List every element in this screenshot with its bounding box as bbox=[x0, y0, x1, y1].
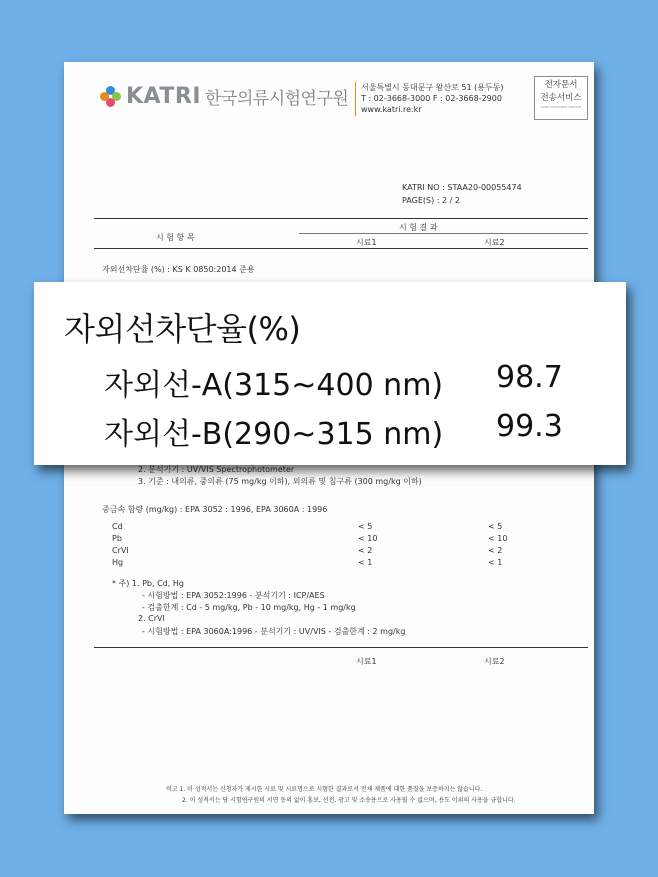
table-header-rule bbox=[94, 248, 588, 249]
uv-section-title: 자외선차단율 (%) : KS K 0850:2014 준용 bbox=[102, 265, 255, 274]
page-count: PAGE(S) : 2 / 2 bbox=[402, 196, 460, 205]
uva-label: 자외선-A(315~400 nm) bbox=[104, 368, 444, 403]
metal-s1: < 5 bbox=[358, 522, 373, 531]
phone-fax: T : 02-3668-3000 F : 02-3668-2900 bbox=[361, 94, 502, 103]
stamp-line3: KATRI DOCUMENT SERVICE bbox=[540, 105, 582, 109]
uvb-value: 99.3 bbox=[496, 409, 563, 444]
website: www.katri.re.kr bbox=[361, 105, 422, 114]
metal-s2: < 10 bbox=[488, 534, 508, 543]
bottom-table-rule bbox=[94, 647, 588, 648]
metal-s2: < 2 bbox=[488, 546, 503, 555]
stamp-line2: 전송서비스 bbox=[540, 93, 582, 103]
heavy-metal-title: 중금속 함량 (mg/kg) : EPA 3052 : 1996, EPA 3060A : 1996 bbox=[102, 505, 328, 514]
sample2-header: 시료2 bbox=[484, 238, 505, 247]
address: 서울특별시 동대문구 왕산로 51 (용두동) bbox=[361, 83, 504, 92]
sample1-header: 시료1 bbox=[356, 238, 377, 247]
katri-wordmark: KATRI bbox=[126, 84, 201, 109]
uvb-label: 자외선-B(290~315 nm) bbox=[104, 417, 444, 452]
footnote-4: 2. CrVI bbox=[138, 614, 165, 623]
note-line-2: 2. 분석기기 : UV/VIS Spectrophotometer bbox=[138, 465, 295, 474]
callout-title: 자외선차단율(%) bbox=[64, 310, 301, 348]
metal-s2: < 1 bbox=[488, 558, 503, 567]
metal-name: Cd bbox=[112, 522, 123, 531]
katri-logo bbox=[100, 84, 348, 109]
footnote-1: * 주) 1. Pb, Cd, Hg bbox=[112, 579, 184, 588]
footnote-5: - 시험방법 : EPA 3060A:1996 - 분석기기 : UV/VIS - 검출한계 : 2 mg/kg bbox=[142, 627, 406, 636]
note-line-3: 3. 기준 : 내의류, 중의류 (75 mg/kg 이하), 외의류 및 침구류 (300 mg/kg 이하) bbox=[138, 477, 422, 486]
header-divider bbox=[355, 82, 356, 116]
footnote-2: - 시험방법 : EPA 3052:1996 - 분석기기 : ICP/AES bbox=[142, 591, 325, 600]
metal-name: Pb bbox=[112, 534, 122, 543]
uv-zoom-callout bbox=[34, 282, 626, 465]
table-top-rule bbox=[94, 218, 588, 219]
footnote-3: - 검출한계 : Cd - 5 mg/kg, Pb - 10 mg/kg, Hg - 1 mg/kg bbox=[142, 603, 356, 612]
test-item-header: 시 험 항 목 bbox=[156, 233, 195, 242]
e-document-stamp bbox=[534, 76, 588, 120]
metal-name: Hg bbox=[112, 558, 124, 567]
remark-2: 2. 이 성적서는 당 시험연구원의 서면 동의 없이 홍보, 선전, 광고 및 소송용으로 사용될 수 없으며, 용도 이외의 사용을 금합니다. bbox=[182, 797, 516, 804]
katri-logo-icon bbox=[100, 86, 122, 108]
test-result-header: 시 험 결 과 bbox=[399, 223, 438, 232]
metal-name: CrVI bbox=[112, 546, 129, 555]
bottom-sample2-header: 시료2 bbox=[484, 657, 505, 666]
uva-value: 98.7 bbox=[496, 360, 563, 395]
org-name: 한국의류시험연구원 bbox=[205, 89, 349, 109]
metal-s1: < 2 bbox=[358, 546, 373, 555]
metal-s2: < 5 bbox=[488, 522, 503, 531]
stamp-line1: 전자문서 bbox=[544, 80, 578, 90]
remark-1: 비고 1. 이 성적서는 신청자가 제시한 시료 및 시료명으로 시험한 결과로서 전체 제품에 대한 품질을 보증하지는 않습니다. bbox=[166, 786, 483, 793]
contact-block bbox=[361, 82, 504, 115]
katri-number: KATRI NO : STAA20-00055474 bbox=[402, 183, 522, 192]
metal-s1: < 1 bbox=[358, 558, 373, 567]
metal-s1: < 10 bbox=[358, 534, 378, 543]
bottom-sample1-header: 시료1 bbox=[356, 657, 377, 666]
result-subrule bbox=[299, 233, 588, 234]
